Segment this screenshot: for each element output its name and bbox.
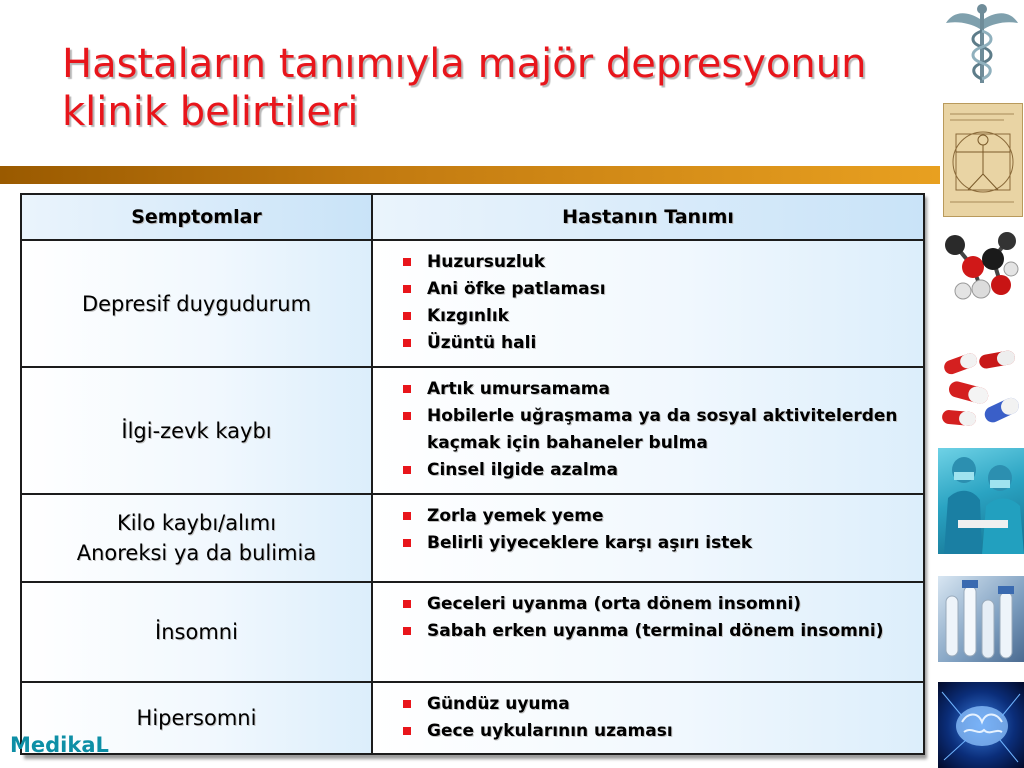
description-list — [373, 376, 923, 484]
vitruvian-man-image — [943, 103, 1023, 217]
bullet-icon — [403, 385, 411, 393]
list-item: Cinsel ilgide azalma — [403, 457, 923, 484]
bullet-icon — [403, 600, 411, 608]
bullet-icon — [403, 700, 411, 708]
test-tubes-photo — [938, 576, 1024, 662]
list-item: Artık umursamama — [403, 376, 923, 403]
title-divider-bar — [0, 166, 940, 184]
list-item: Huzursuzluk — [403, 249, 923, 276]
list-item: Gece uykularının uzaması — [403, 718, 923, 745]
list-item: Ani öfke patlaması — [403, 276, 923, 303]
description-list — [373, 503, 923, 557]
table-row — [21, 582, 924, 682]
symptom-table — [20, 193, 925, 755]
list-item: Kızgınlık — [403, 303, 923, 330]
molecule-model-icon — [941, 225, 1021, 311]
description-list — [373, 249, 923, 357]
description-list — [373, 591, 923, 645]
list-item: Belirli yiyeceklere karşı aşırı istek — [403, 530, 923, 557]
bullet-icon — [403, 466, 411, 474]
symptom-name: Depresif duygudurum — [81, 291, 312, 316]
bullet-icon — [403, 539, 411, 547]
symptom-name: İlgi-zevk kaybı — [121, 418, 272, 443]
symptom-name-secondary: Anoreksi ya da bulimia — [76, 541, 317, 565]
header-patient-description: Hastanın Tanımı — [372, 194, 924, 240]
description-cell — [372, 494, 924, 582]
slide-title-line-1: Hastaların tanımıyla majör depresyonun — [62, 41, 867, 87]
bullet-icon — [403, 412, 411, 420]
medikal-logo: MedikaL — [10, 733, 109, 757]
list-item: Sabah erken uyanma (terminal dönem insomni) — [403, 618, 923, 645]
bullet-icon — [403, 727, 411, 735]
bullet-icon — [403, 339, 411, 347]
caduceus-icon — [944, 3, 1020, 85]
description-cell — [372, 367, 924, 494]
slide-title-line-2: klinik belirtileri — [62, 89, 359, 135]
symptom-name: Kilo kaybı/alımı — [116, 511, 277, 535]
list-item: Üzüntü hali — [403, 330, 923, 357]
list-item: Geceleri uyanma (orta dönem insomni) — [403, 591, 923, 618]
symptom-name: Hipersomni — [136, 706, 257, 730]
symptom-cell — [21, 240, 372, 367]
table-row — [21, 240, 924, 367]
bullet-icon — [403, 312, 411, 320]
description-cell — [372, 682, 924, 754]
header-symptoms: Semptomlar — [21, 194, 372, 240]
bullet-icon — [403, 258, 411, 266]
table-header-row — [21, 194, 924, 240]
bullet-icon — [403, 627, 411, 635]
bullet-icon — [403, 512, 411, 520]
list-item: Gündüz uyuma — [403, 691, 923, 718]
description-cell — [372, 582, 924, 682]
brain-neuron-photo — [938, 682, 1024, 768]
pills-icon — [940, 345, 1022, 431]
symptom-cell — [21, 582, 372, 682]
symptom-cell — [21, 494, 372, 582]
list-item: Hobilerle uğraşmama ya da sosyal aktivitelerden kaçmak için bahaneler bulma — [403, 403, 923, 457]
list-item: Zorla yemek yeme — [403, 503, 923, 530]
surgeons-photo — [938, 448, 1024, 554]
symptom-table-wrapper — [20, 193, 923, 755]
symptom-name: İnsomni — [155, 620, 238, 644]
table-row — [21, 494, 924, 582]
table-row — [21, 682, 924, 754]
bullet-icon — [403, 285, 411, 293]
description-list — [373, 691, 923, 745]
symptom-cell — [21, 367, 372, 494]
table-row — [21, 367, 924, 494]
slide-title — [62, 40, 922, 136]
description-cell — [372, 240, 924, 367]
